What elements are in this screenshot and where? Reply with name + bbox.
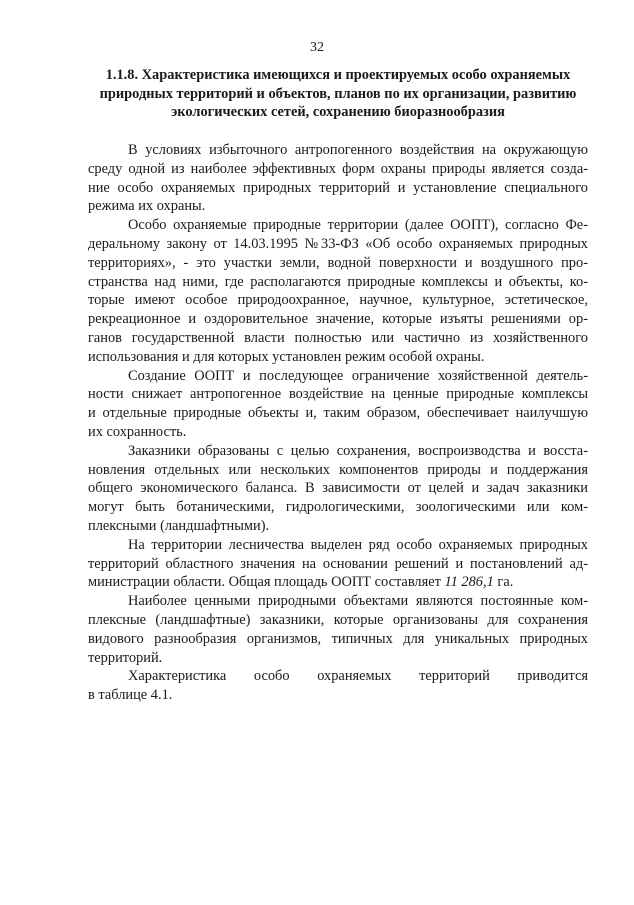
text-line: и отдельные природные объекты и, таким образом, обеспечивает наилучшую (88, 405, 588, 422)
text-line: территорий областного значения на основании решений и постановлений ад- (88, 555, 588, 572)
text-line: странства над ними, где располагаются природные комплексы и объекты, ко- (88, 273, 588, 290)
section-heading-line: природных территорий и объектов, планов по их организации, развитию (99, 85, 577, 102)
text-line: режима их охраны. (88, 198, 206, 215)
paragraph-territory (88, 536, 588, 592)
text-line: рекреационное и оздоровительное значение, которые изъяты решениями ор- (88, 311, 588, 328)
text-line: Особо охраняемые природные территории (далее ООПТ), согласно Фе- (128, 217, 588, 234)
text-line-area (88, 573, 588, 592)
section-heading-line: экологических сетей, сохранению биоразнообразия (171, 104, 505, 120)
text-line: использования и для которых установлен режим особой охраны. (88, 348, 485, 365)
text-line: Заказники образованы с целью сохранения, воспроизводства и восста- (128, 442, 588, 459)
paragraph-table-reference (88, 667, 588, 705)
text-line: среду одной из наиболее эффективных форм охраны природы является созда- (88, 160, 588, 177)
text-line: ганов государственной власти полностью или частично из хозяйственного (88, 329, 588, 346)
area-value: 11 286,1 (444, 574, 494, 591)
text-line: На территории лесничества выделен ряд особо охраняемых природных (128, 536, 588, 553)
text-line: Наиболее ценными природными объектами являются постоянные ком- (128, 593, 588, 610)
paragraph-reserves (88, 442, 588, 536)
text-line: ние особо охраняемых природных территорий и установление специального (88, 179, 588, 196)
text-line: В условиях избыточного антропогенного воздействия на окружающую (128, 142, 588, 158)
text-line: в таблице 4.1. (88, 687, 173, 704)
text-line: плексные (ландшафтные) заказники, которые организованы для сохранения (88, 611, 588, 628)
page-number: 32 (310, 40, 324, 55)
text-line: Характеристика особо охраняемых территорий приводится (128, 668, 588, 685)
text-line: территориях», - это участки земли, водной поверхности и воздушного про- (88, 254, 588, 271)
section-body (88, 141, 588, 705)
text-line: ности снижает антропогенное воздействие на ценные природные комплексы (88, 386, 588, 403)
paragraph-creation (88, 367, 588, 442)
paragraph-definition (88, 216, 588, 366)
text-line: территорий. (88, 649, 163, 666)
text-line: плексными (ландшафтными). (88, 517, 270, 534)
area-unit: га. (493, 574, 514, 591)
paragraph-valuable (88, 592, 588, 667)
text-line: видового разнообразия организмов, типичных для уникальных природных (88, 630, 588, 647)
section-heading (88, 66, 588, 122)
section-heading-line: 1.1.8. Характеристика имеющихся и проектируемых особо охраняемых (105, 67, 571, 83)
text-line: деральному закону от 14.03.1995 №33-ФЗ «Об особо охраняемых природных (88, 235, 588, 252)
text-line: Создание ООПТ и последующее ограничение хозяйственной деятель- (128, 367, 588, 384)
text-line: могут быть ботаническими, гидрологическими, зоологическими или ком- (88, 499, 588, 516)
text-line: торые имеют особое природоохранное, научное, культурное, эстетическое, (88, 292, 588, 309)
text-line: общего экономического баланса. В зависимости от целей и задач заказники (88, 480, 588, 497)
text-line: новления отдельных или нескольких компонентов природы и поддержания (88, 461, 588, 478)
area-sentence-text: министрации области. Общая площадь ООПТ составляет (88, 574, 445, 591)
paragraph-intro (88, 141, 588, 216)
text-line: их сохранность. (88, 423, 187, 440)
